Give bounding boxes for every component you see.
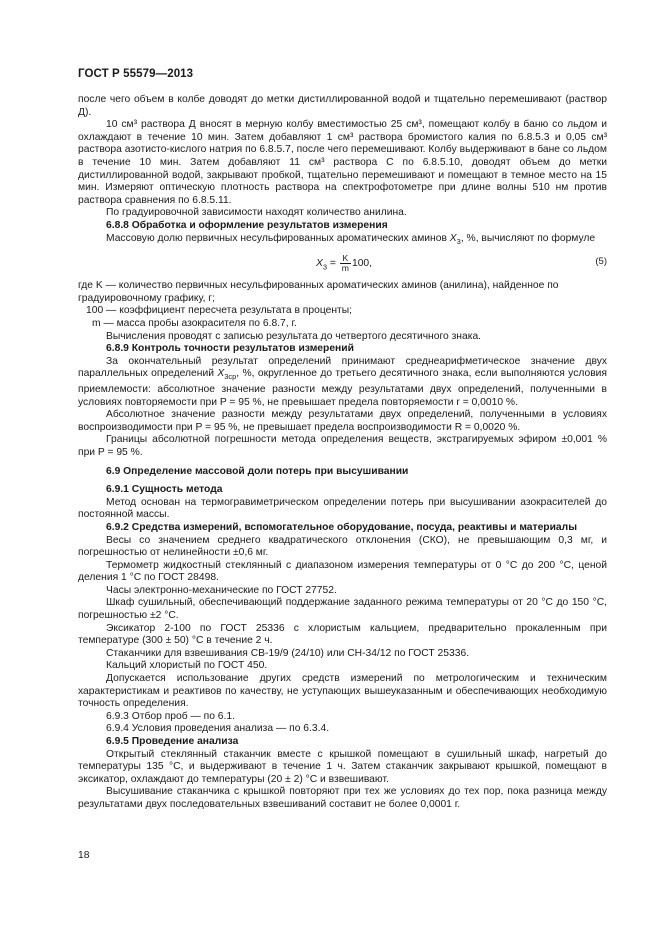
paragraph: 6.9.4 Условия проведения анализа — по 6.3.4. [106,723,330,735]
paragraph: Эксикатор 2-100 по ГОСТ 25336 с хлористым кальцием, предварительно прокаленным при температуре (300 ± 50) °С в течение 2 ч. [78,622,607,647]
paragraph: Вычисления проводят с записью результата до четвертого десятичного знака. [106,330,482,342]
paragraph: Кальций хлористый по ГОСТ 450. [106,660,268,672]
paragraph: после чего объем в колбе доводят до метки дистиллированной водой и тщательно перемешивают (раствор Д). [78,94,607,118]
paragraph: Допускается использование других средств измерений по метрологическим и техническим характеристикам и реактивов по качеству, не уступающих вышеуказанным и обеспечивающих необходимую точность определения. [78,673,607,710]
paragraph: Абсолютное значение разности между результатами двух определений, полученными в условиях воспроизводимости при P = 95 %, не превышает предела воспроизводимости R = 0,0020 %. [78,409,607,433]
paragraph: Весы со значением среднего квадратического отклонения (СКО), не превышающим 0,3 мг, и погрешностью от нелинейности ±0,6 мг. [78,534,607,559]
formula-5 [78,250,607,280]
formula-fraction: $\frac{K}{m}$ [341,253,349,274]
paragraph: Высушивание стаканчика с крышкой повторяют при тех же условиях до тех пор, пока разница между результатами двух последовательных взвешиваний составит не более 0,0001 г. [78,786,607,810]
paragraph: Массовую долю первичных несульфированных ароматических аминов $X_3$, %, вычисляют по формуле [106,232,596,246]
paragraph: Границы абсолютной погрешности метода определения веществ, экстрагируемых эфиром ±0,001 % при P = 95 %. [78,434,607,458]
paragraph: 6.9.3 Отбор проб — по 6.1. [106,710,235,722]
definition: 100 — коэффициент пересчета результата в проценты; [86,305,353,317]
section-heading-6-9: 6.9 Определение массовой доли потерь при высушивании [106,465,409,477]
section-heading-6-8-8: 6.8.8 Обработка и оформление результатов измерения [106,219,388,231]
paragraph: Метод основан на термогравиметрическом определении потерь при высушивании азокрасителей до постоянной массы. [78,496,607,521]
paragraph: Термометр жидкостный стеклянный с диапазоном измерения температуры от 0 °С до 200 °С, ценой деления 1 °С по ГОСТ 28498. [78,559,607,584]
paragraph: 10 см³ раствора Д вносят в мерную колбу вместимостью 25 см³, помещают колбу в баню со льдом и охлаждают в течение 10 мин. Затем добавляют 1 см³ раствора бромистого калия по 6.8.5.3 и 0,05 см³ раствора азотисто-кислого натрия по 6.8.5.7, после чего перемешивают. Колбу выдерживают в бане со льдом в течение 10 мин. Затем добавляют 11 см³ раствора С по 6.8.5.10, доводят объем до метки дистиллированной водой, закрывают пробкой, тщательно перемешивают и помещают в темное место на 15 мин. Измеряют оптическую плотность раствора на спектрофотометре при длине волны 510 нм против раствора сравнения по 6.8.5.11. [78,119,607,206]
document-header: ГОСТ Р 55579—2013 [78,68,194,80]
formula-expression: $X_3$ = $\frac{K}{m}$ 100, [316,253,373,274]
paragraph: Стаканчики для взвешивания СВ-19/9 (24/10) или СН-34/12 по ГОСТ 25336. [106,647,470,659]
paragraph: Открытый стеклянный стаканчик вместе с крышкой помещают в сушильный шкаф, нагретый до температуры 135 °С, и выдерживают в течение 1 ч. Затем стаканчик закрывают крышкой, помещают в эксикатор, охлаждают до температуры (20 ± 2) °С и взвешивают. [78,748,607,785]
paragraph: Шкаф сушильный, обеспечивающий поддержание заданного режима температуры от 20 °С до 150 °С, погрешностью ±2 °С. [78,597,607,622]
page-number: 18 [78,850,90,861]
section-heading-6-9-2: 6.9.2 Средства измерений, вспомогательное оборудование, посуда, реактивы и материалы [106,521,577,533]
definition: где K — количество первичных несульфированных ароматических аминов (анилина), найденное по градуировочному графику, г; [78,280,559,304]
paragraph: За окончательный результат определений принимают среднеарифметическое значение двух параллельных определений $X_{3ср}$, %, округленное до третьего десятичного знака, если выполняются условия приемлемости: абсолютное значение разности между результатами двух определений, полученными в условиях повторяемости при P = 95 %, не превышает предела повторяемости r = 0,0010 %. [78,355,607,408]
document-body [78,94,607,812]
paragraph: Часы электронно-механические по ГОСТ 27752. [106,584,337,596]
definition: m — масса пробы азокрасителя по 6.8.7, г. [92,317,297,329]
section-heading-6-9-5: 6.9.5 Проведение анализа [106,736,239,747]
formula-number: (5) [595,256,607,268]
paragraph: По градуировочной зависимости находят количество анилина. [106,207,407,219]
section-heading-6-9-1: 6.9.1 Сущность метода [106,484,223,496]
section-heading-6-8-9: 6.8.9 Контроль точности результатов измерений [106,343,354,355]
